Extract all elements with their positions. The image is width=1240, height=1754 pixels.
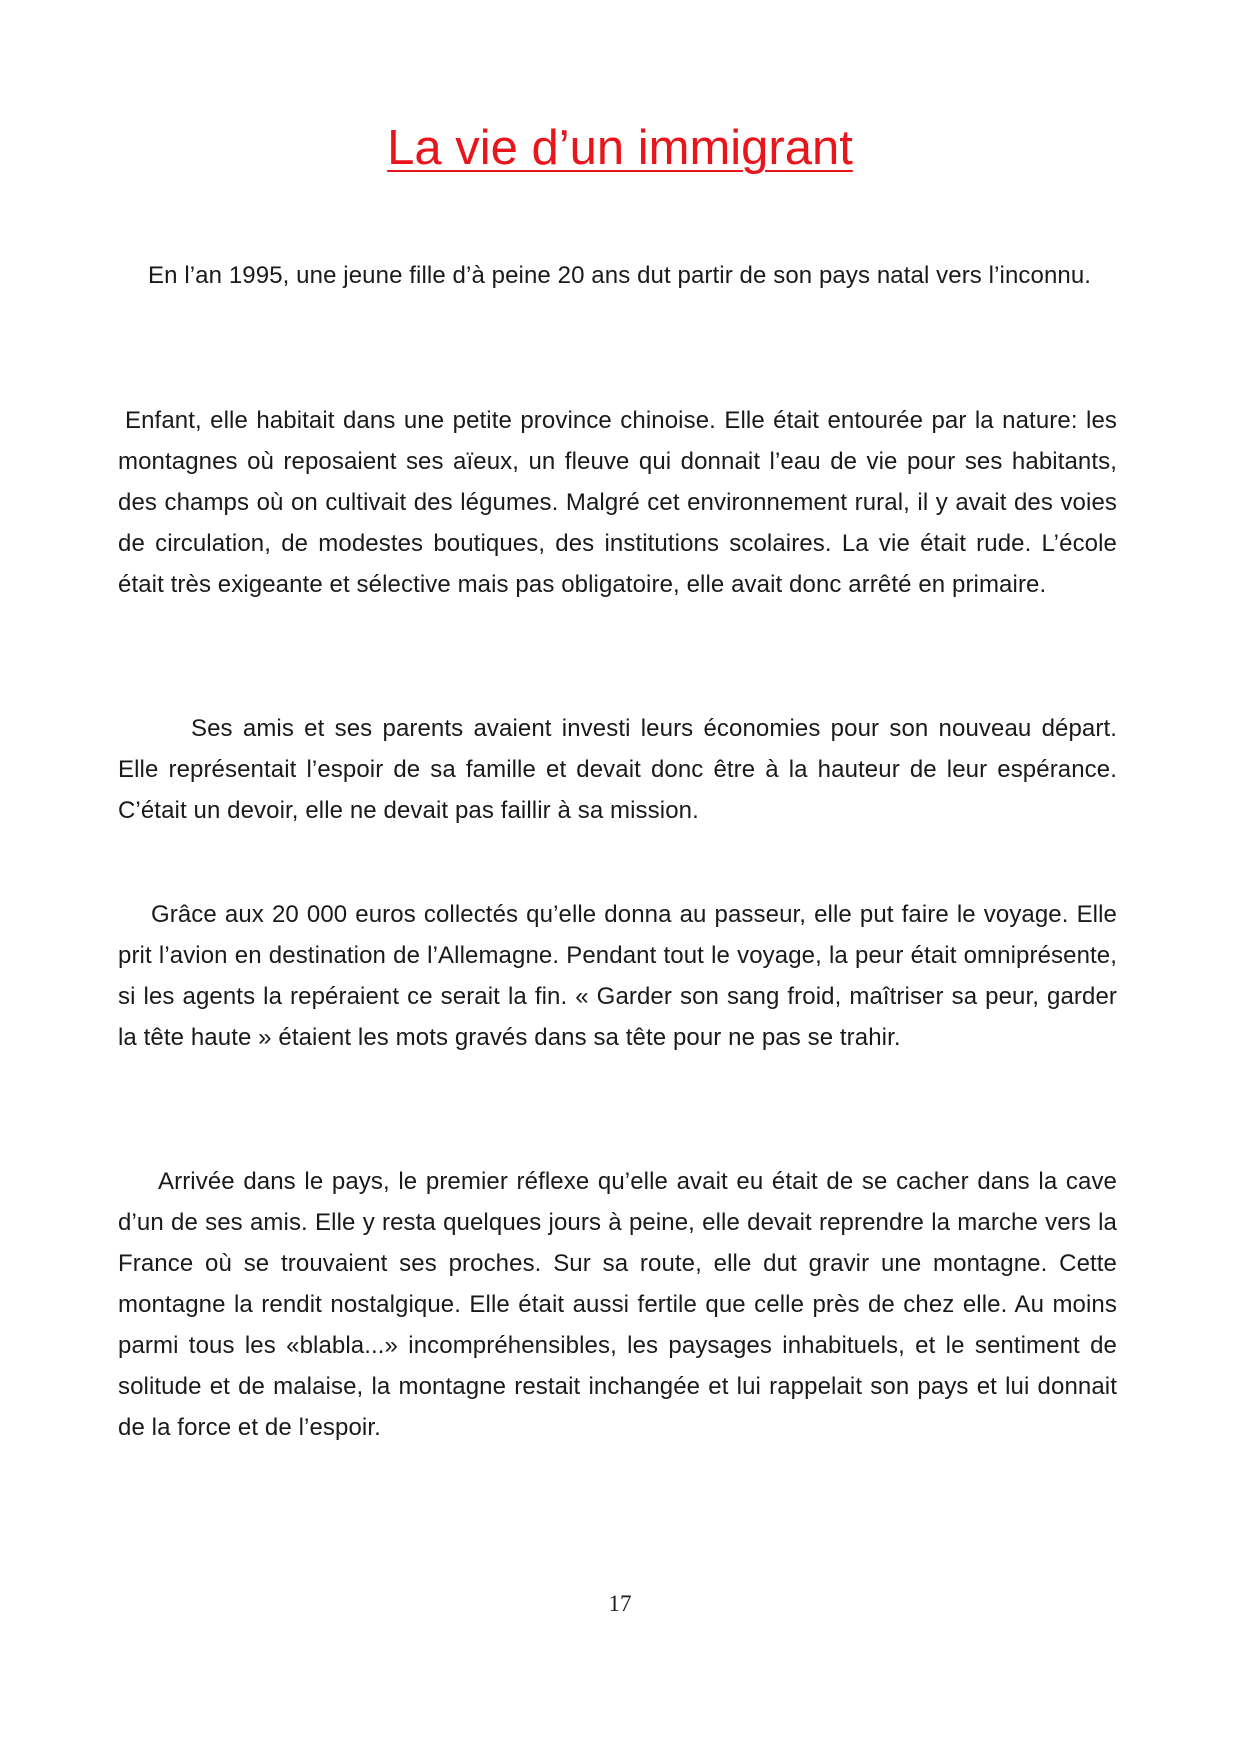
paragraph-intro: En l’an 1995, une jeune fille d’à peine 20 ans dut partir de son pays natal vers l’inconnu. <box>148 262 1092 289</box>
paragraph-arrival: Arrivée dans le pays, le premier réflexe qu’elle avait eu était de se cacher dans la cave d’un de ses amis. Elle y resta quelques jours à peine, elle devait reprendre la marche vers la France où se trouvaient ses proches. Sur sa route, elle dut gravir une montagne. Cette montagne la rendit nostalgique. Elle était aussi fertile que celle près de chez elle. Au moins parmi tous les «blabla...» incompréhensibles, les paysages inhabituels, et le sentiment de solitude et de malaise, la montagne restait inchangée et lui rappelait son pays et lui donnait de la force et de l’espoir. <box>118 1168 1117 1441</box>
paragraph-childhood: Enfant, elle habitait dans une petite province chinoise. Elle était entourée par la nature: les montagnes où reposaient ses aïeux, un fleuve qui donnait l’eau de vie pour ses habitants, des champs où on cultivait des légumes. Malgré cet environnement rural, il y avait des voies de circulation, de modestes boutiques, des institutions scolaires. La vie était rude. L’école était très exigeante et sélective mais pas obligatoire, elle avait donc arrêté en primaire. <box>118 407 1117 598</box>
page-title: La vie d’un immigrant <box>387 121 853 175</box>
paragraph-departure: Ses amis et ses parents avaient investi leurs économies pour son nouveau départ. Elle représentait l’espoir de sa famille et devait donc être à la hauteur de leur espérance. C’était un devoir, elle ne devait pas faillir à sa mission. <box>118 715 1117 824</box>
page-number: 17 <box>608 1591 632 1616</box>
paragraph-voyage: Grâce aux 20 000 euros collectés qu’elle donna au passeur, elle put faire le voyage. Elle prit l’avion en destination de l’Allemagne. Pendant tout le voyage, la peur était omniprésente, si les agents la repéraient ce serait la fin. « Garder son sang froid, maîtriser sa peur, garder la tête haute » étaient les mots gravés dans sa tête pour ne pas se trahir. <box>118 901 1117 1051</box>
